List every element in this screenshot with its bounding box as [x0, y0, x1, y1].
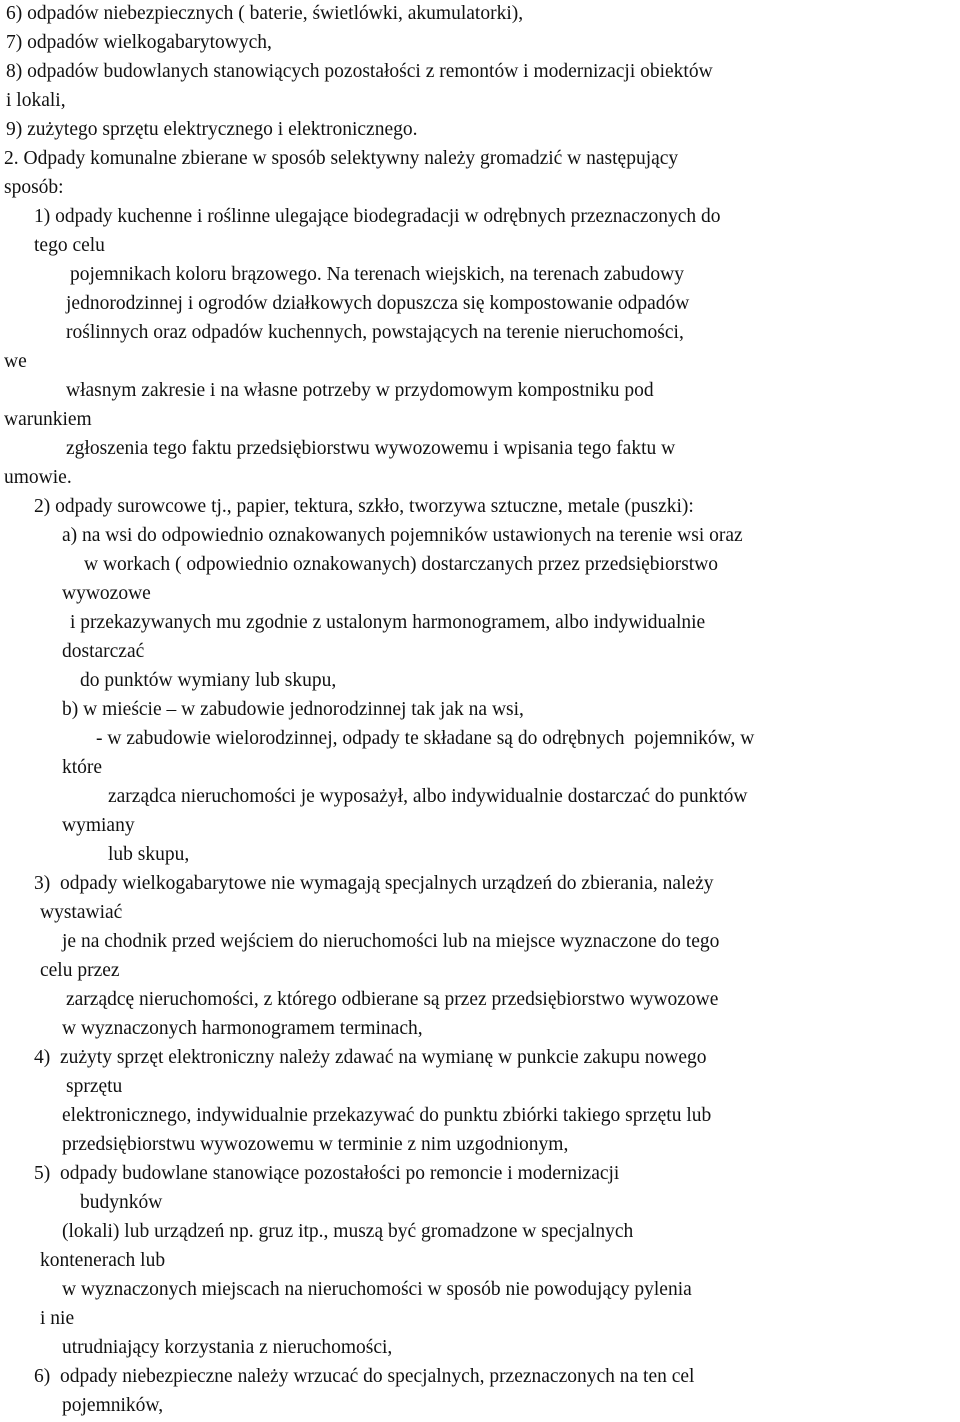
- text-line: 5) odpady budowlane stanowiące pozostałości po remoncie i modernizacji: [34, 1163, 620, 1184]
- text-line: 6) odpady niebezpieczne należy wrzucać do specjalnych, przeznaczonych na ten cel: [34, 1366, 695, 1387]
- text-line: elektronicznego, indywidualnie przekazywać do punktu zbiórki takiego sprzętu lub: [62, 1105, 712, 1126]
- text-line: wymiany: [62, 815, 135, 836]
- text-line: w wyznaczonych harmonogramem terminach,: [62, 1018, 423, 1039]
- text-line: i lokali,: [6, 90, 66, 111]
- text-line: własnym zakresie i na własne potrzeby w przydomowym kompostniku pod: [66, 380, 654, 401]
- text-line: zarządca nieruchomości je wyposażył, albo indywidualnie dostarczać do punktów: [108, 786, 748, 807]
- text-line: lub skupu,: [108, 844, 190, 865]
- text-line: przedsiębiorstwu wywozowemu w terminie z nim uzgodnionym,: [62, 1134, 569, 1155]
- text-line: celu przez: [40, 960, 120, 981]
- text-line: sposób:: [4, 177, 64, 198]
- text-line: 7) odpadów wielkogabarytowych,: [6, 32, 272, 53]
- text-line: jednorodzinnej i ogrodów działkowych dopuszcza się kompostowanie odpadów: [66, 293, 690, 314]
- text-line: i nie: [40, 1308, 75, 1329]
- text-line: tego celu: [34, 235, 105, 256]
- text-line: i przekazywanych mu zgodnie z ustalonym harmonogramem, albo indywidualnie: [70, 612, 706, 633]
- text-line: w workach ( odpowiednio oznakowanych) dostarczanych przez przedsiębiorstwo: [84, 554, 719, 575]
- text-line: budynków: [80, 1192, 163, 1213]
- text-line: 1) odpady kuchenne i roślinne ulegające biodegradacji w odrębnych przeznaczonych do: [34, 206, 721, 227]
- text-line: umowie.: [4, 467, 72, 488]
- text-line: je na chodnik przed wejściem do nieruchomości lub na miejsce wyznaczone do tego: [62, 931, 720, 952]
- text-line: b) w mieście – w zabudowie jednorodzinnej tak jak na wsi,: [62, 699, 524, 720]
- text-line: w wyznaczonych miejscach na nieruchomości w sposób nie powodujący pylenia: [62, 1279, 692, 1300]
- text-line: pojemnikach koloru brązowego. Na terenach wiejskich, na terenach zabudowy: [70, 264, 685, 285]
- text-line: warunkiem: [4, 409, 92, 430]
- text-line: 3) odpady wielkogabarytowe nie wymagają specjalnych urządzeń do zbierania, należy: [34, 873, 714, 894]
- text-line: 9) zużytego sprzętu elektrycznego i elektronicznego.: [6, 119, 418, 140]
- text-line: we: [4, 351, 27, 372]
- text-line: wystawiać: [40, 902, 123, 923]
- text-line: wywozowe: [62, 583, 151, 604]
- text-line: kontenerach lub: [40, 1250, 166, 1271]
- text-line: a) na wsi do odpowiednio oznakowanych pojemników ustawionych na terenie wsi oraz: [62, 525, 743, 546]
- text-line: sprzętu: [66, 1076, 123, 1097]
- text-line: roślinnych oraz odpadów kuchennych, powstających na terenie nieruchomości,: [66, 322, 684, 343]
- text-line: 6) odpadów niebezpiecznych ( baterie, świetlówki, akumulatorki),: [6, 3, 524, 24]
- text-line: 2. Odpady komunalne zbierane w sposób selektywny należy gromadzić w następujący: [4, 148, 679, 169]
- text-line: (lokali) lub urządzeń np. gruz itp., muszą być gromadzone w specjalnych: [62, 1221, 634, 1242]
- text-line: zarządcę nieruchomości, z którego odbierane są przez przedsiębiorstwo wywozowe: [66, 989, 719, 1010]
- text-line: pojemników,: [62, 1395, 164, 1416]
- text-line: dostarczać: [62, 641, 145, 662]
- text-line: do punktów wymiany lub skupu,: [80, 670, 337, 691]
- text-line: 2) odpady surowcowe tj., papier, tektura, szkło, tworzywa sztuczne, metale (puszki):: [34, 496, 694, 517]
- text-line: które: [62, 757, 103, 778]
- text-line: zgłoszenia tego faktu przedsiębiorstwu wywozowemu i wpisania tego faktu w: [66, 438, 676, 459]
- text-line: 8) odpadów budowlanych stanowiących pozostałości z remontów i modernizacji obiektów: [6, 61, 713, 82]
- text-line: utrudniający korzystania z nieruchomości,: [62, 1337, 393, 1358]
- text-line: 4) zużyty sprzęt elektroniczny należy zdawać na wymianę w punkcie zakupu nowego: [34, 1047, 707, 1068]
- text-line: - w zabudowie wielorodzinnej, odpady te składane są do odrębnych pojemników, w: [96, 728, 755, 749]
